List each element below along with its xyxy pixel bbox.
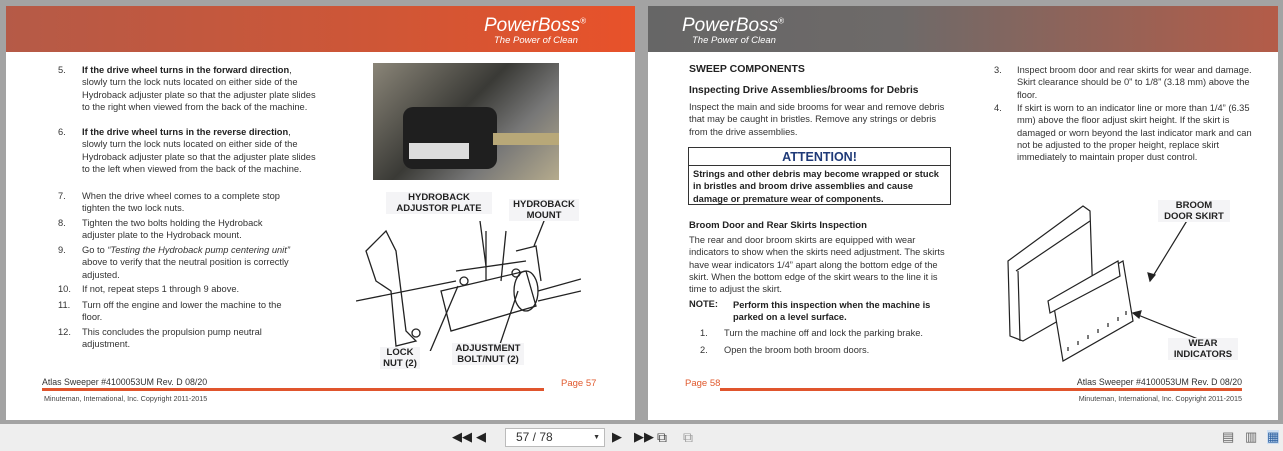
footer-rule [720,388,1242,391]
attention-title: ATTENTION! [689,148,950,166]
footer-doc-id: Atlas Sweeper #4100053UM Rev. D 08/20 [1076,377,1242,387]
pdf-page-58: PowerBoss® The Power of Clean SWEEP COMPONENTS Inspecting Drive Assemblies/brooms for Debris Inspect the main and side brooms for wear and remove debris that may be caught in bristles. Remove any strings or debris from the drive assemblies. ATTENTION! Strings and other debris may become wrapped or stuck in bristles and broom drive assemblies and cause damage or premature wear of components. Broom Door and Rear Skirts Inspection The rear and door broom skirts are equipped with wear indicators to show when the skirts need adjustment. The skirts have wear indicators 1/4” apart along the bottom edge of the skirt. When the bottom edge of the skirt wears to the line it is time to adjust the skirt. NOTE: Perform this inspection when the machine is parked on a level surface. 1. Turn the machine off and lock the parking brake. 2. Open the broom both broom doors. 3. Inspect broom door and rear skirts for wear and damage. Skirt clearance should be 0” to 1/8” (3.18 mm) above the floor. 4. If skirt is worn to an indicator line or more than 1/4” (6.35 mm) above the floor adjust skirt height. If the skirt is damaged or worn beyond the last indicator mark and can not be adjusted to the proper height, replace skirt immediately to maintain proper dust control. BROOM DOOR SKIRT WEAR INDICATORS Page 58 Atlas Sweeper #4100053UM Rev. D 08/20 Minuteman, International, Inc. Copyright 2011-2015 [648,6,1278,420]
powerboss-logo: PowerBoss® The Power of Clean [484,15,587,46]
label-broom-door-skirt: BROOM DOOR SKIRT [1158,200,1230,222]
single-page-view-icon[interactable]: ▤ [1222,429,1235,444]
next-page-icon[interactable]: ▶ [612,429,622,444]
note-text: Perform this inspection when the machine is parked on a level surface. [733,300,931,323]
label-adjustment-bolt: ADJUSTMENT BOLT/NUT (2) [452,343,524,365]
continuous-view-icon[interactable]: ▥ [1245,429,1258,444]
previous-page-icon[interactable]: ◀ [476,429,486,444]
page-header-band [6,6,635,52]
two-page-view-icon[interactable]: ▦ [1267,429,1280,444]
page-header-band [648,6,1278,52]
label-adjustor-plate: HYDROBACK ADJUSTOR PLATE [386,192,492,214]
attention-box [688,147,951,205]
footer-doc-id: Atlas Sweeper #4100053UM Rev. D 08/20 [42,377,208,387]
page-select[interactable]: 57 / 78 ▼ [505,428,605,447]
first-page-icon[interactable]: ◀◀ [452,429,472,444]
hydroback-diagram [356,221,581,351]
pdf-viewer-toolbar [0,424,1283,451]
subheading-broom-door: Broom Door and Rear Skirts Inspection [689,220,867,231]
pdf-page-57: PowerBoss® The Power of Clean 5. If the drive wheel turns in the forward direction, slowly turn the lock nuts located on either side of the Hydroback adjuster plate so that the adjuster plate slides to the right when viewed from the back of the machine. 6. If the drive wheel turns in the reverse direction, slowly turn the lock nuts located on either side of the Hydroback adjuster plate so that the adjuster plate slides to the left when viewed from the back of the machine. 7. When the drive wheel comes to a complete stop tighten the two lock nuts. 8. Tighten the two bolts holding the Hydroback adjuster plate to the Hydroback mount. 9. Go to “Testing the Hydroback pump centering unit” above to verify that the neutral position is correctly adjusted. 10. If not, repeat steps 1 through 9 above. 11. Turn off the engine and lower the machine to the floor. 12. This concludes the propulsion pump neutral adjustment. HYDROBACK ADJUSTOR PLATE HYDROBACK MOUNT LOCK NUT (2) ADJUSTMENT BOLT/NUT (2) Atlas Sweeper #4100053UM Rev. D 08/20 Minuteman, International, Inc. Copyright 2011-2015 Page 57 [6,6,635,420]
rotate-page-icon[interactable]: ⧉ [657,429,667,445]
paragraph-inspect: Inspect the main and side brooms for wear and remove debris that may be caught in bristles. Remove any strings or debris from the drive assemblies. [689,102,945,137]
footer-copyright: Minuteman, International, Inc. Copyright 2011-2015 [1078,394,1242,403]
note-label: NOTE: [689,299,718,309]
attention-body: Strings and other debris may become wrapped or stuck in bristles and broom drive assemblies and cause damage or premature wear of components. [693,169,939,204]
label-mount: HYDROBACK MOUNT [509,199,579,221]
copy-page-icon[interactable]: ⧉ [683,429,693,445]
powerboss-logo: PowerBoss® The Power of Clean [682,15,785,46]
footer-rule [42,388,544,391]
label-lock-nut: LOCK NUT (2) [380,347,420,369]
subheading-drive-assemblies: Inspecting Drive Assemblies/brooms for Debris [689,85,919,96]
footer-copyright: Minuteman, International, Inc. Copyright 2011-2015 [44,394,208,403]
hydroback-photo [373,63,559,180]
label-wear-indicators: WEAR INDICATORS [1168,338,1238,360]
paragraph-skirts: The rear and door broom skirts are equipped with wear indicators to show when the skirts need adjustment. The skirts have wear indicators 1/4” apart along the bottom edge of the skirt. When the bottom edge of the skirt wears to the line it is time to adjust the skirt. [689,235,945,295]
section-title: SWEEP COMPONENTS [689,63,805,75]
last-page-icon[interactable]: ▶▶ [634,429,654,444]
page-number: Page 58 [685,378,721,389]
page-number: Page 57 [561,378,597,389]
